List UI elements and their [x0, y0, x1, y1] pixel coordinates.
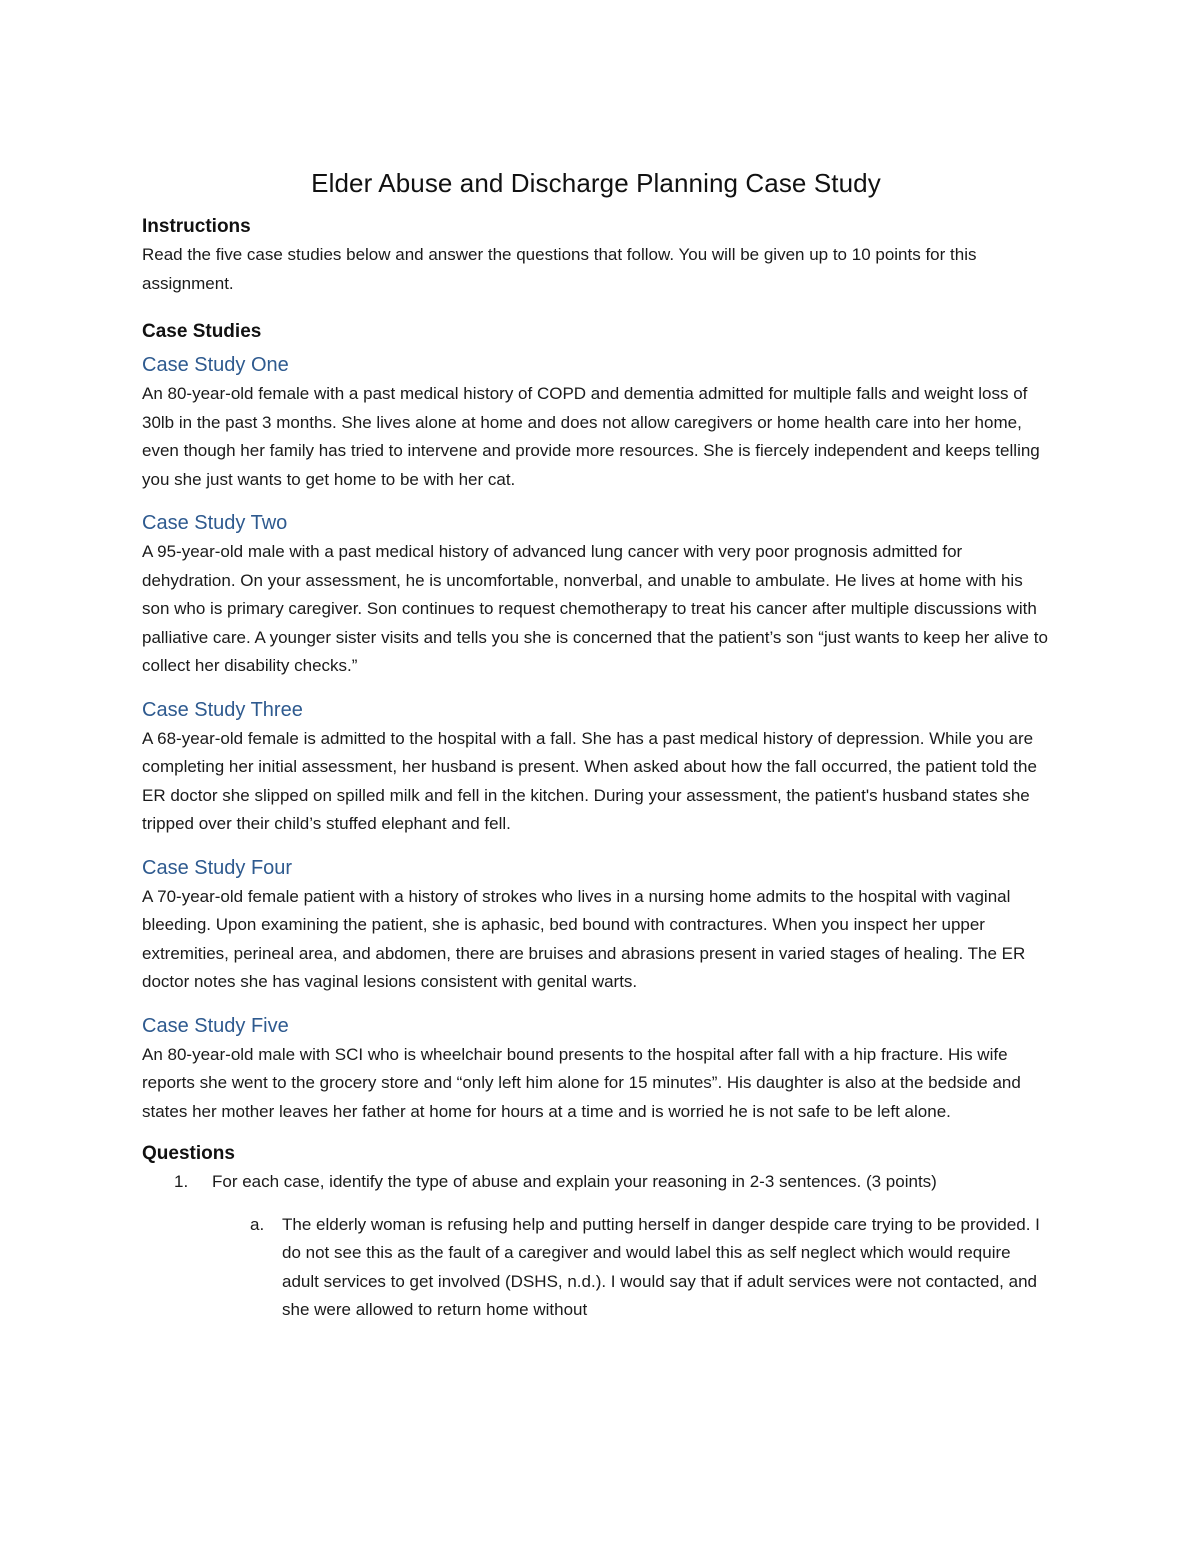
answer-text: The elderly woman is refusing help and putting herself in danger despide care trying to be provided. I do not see this as the fault of a caregiver and would label this as self neglect which would require adult services to get involved (DSHS, n.d.). I would say that if adult services were not contacted, and she were allowed to return home without [282, 1214, 1040, 1319]
case-studies-section [142, 318, 1050, 1126]
instructions-section [142, 213, 1050, 298]
case-study-text: An 80-year-old female with a past medical history of COPD and dementia admitted for multiple falls and weight loss of 30lb in the past 3 months. She lives alone at home and does not allow caregivers or home health care into her home, even though her family has tried to intervene and provide more resources. She is fiercely independent and keeps telling you she just wants to get home to be with her cat. [142, 384, 1040, 489]
questions-heading: Questions [142, 1143, 235, 1164]
case-study-text: An 80-year-old male with SCI who is wheelchair bound presents to the hospital after fall with a hip fracture. His wife reports she went to the grocery store and “only left him alone for 15 minutes”. His daughter is also at the bedside and states her mother leaves her father at home for hours at a time and is worried he is not safe to be left alone. [142, 1044, 1021, 1121]
case-study-text: A 70-year-old female patient with a history of strokes who lives in a nursing home admits to the hospital with vaginal bleeding. Upon examining the patient, she is aphasic, bed bound with contractures. When you inspect her upper extremities, perineal area, and abdomen, there are bruises and abrasions present in varied stages of healing. The ER doctor notes she has vaginal lesions consistent with genital warts. [142, 886, 1026, 991]
document-title: Elder Abuse and Discharge Planning Case Study [311, 168, 881, 198]
case-study-text: A 68-year-old female is admitted to the hospital with a fall. She has a past medical history of depression. While you are completing her initial assessment, her husband is present. When asked about how the fall occurred, the patient told the ER doctor she slipped on spilled milk and fell in the kitchen. During your assessment, the patient's husband states she tripped over their child’s stuffed elephant and fell. [142, 728, 1037, 833]
question-text: For each case, identify the type of abuse and explain your reasoning in 2-3 sentences. (3 points) [212, 1172, 937, 1191]
case-studies-heading: Case Studies [142, 321, 262, 342]
case-study-title: Case Study Four [142, 856, 293, 879]
case-study-title: Case Study Three [142, 698, 303, 721]
answer-letter: a. [250, 1214, 265, 1234]
case-study-title: Case Study One [142, 354, 289, 376]
case-study-title: Case Study Five [142, 1014, 289, 1037]
case-study-one [142, 350, 1050, 494]
case-study-title: Case Study Two [142, 512, 288, 534]
case-study-two [142, 508, 1050, 681]
instructions-heading: Instructions [142, 216, 251, 237]
questions-section [142, 1140, 1050, 1325]
case-study-five [142, 1011, 1050, 1127]
case-study-text: A 95-year-old male with a past medical history of advanced lung cancer with very poor prognosis admitted for dehydration. On your assessment, he is uncomfortable, nonverbal, and unable to ambulate. He lives at home with his son who is primary caregiver. Son continues to request chemotherapy to treat his cancer after multiple discussions with palliative care. A younger sister visits and tells you she is concerned that the patient’s son “just wants to keep her alive to collect her disability checks.” [142, 542, 1048, 675]
case-study-three [142, 695, 1050, 839]
question-number: 1. [174, 1172, 189, 1191]
instructions-text: Read the five case studies below and answer the questions that follow. You will be given up to 10 points for this assignment. [142, 245, 977, 293]
answer-item [250, 1211, 1050, 1325]
case-study-four [142, 853, 1050, 997]
question-item [174, 1168, 1050, 1197]
